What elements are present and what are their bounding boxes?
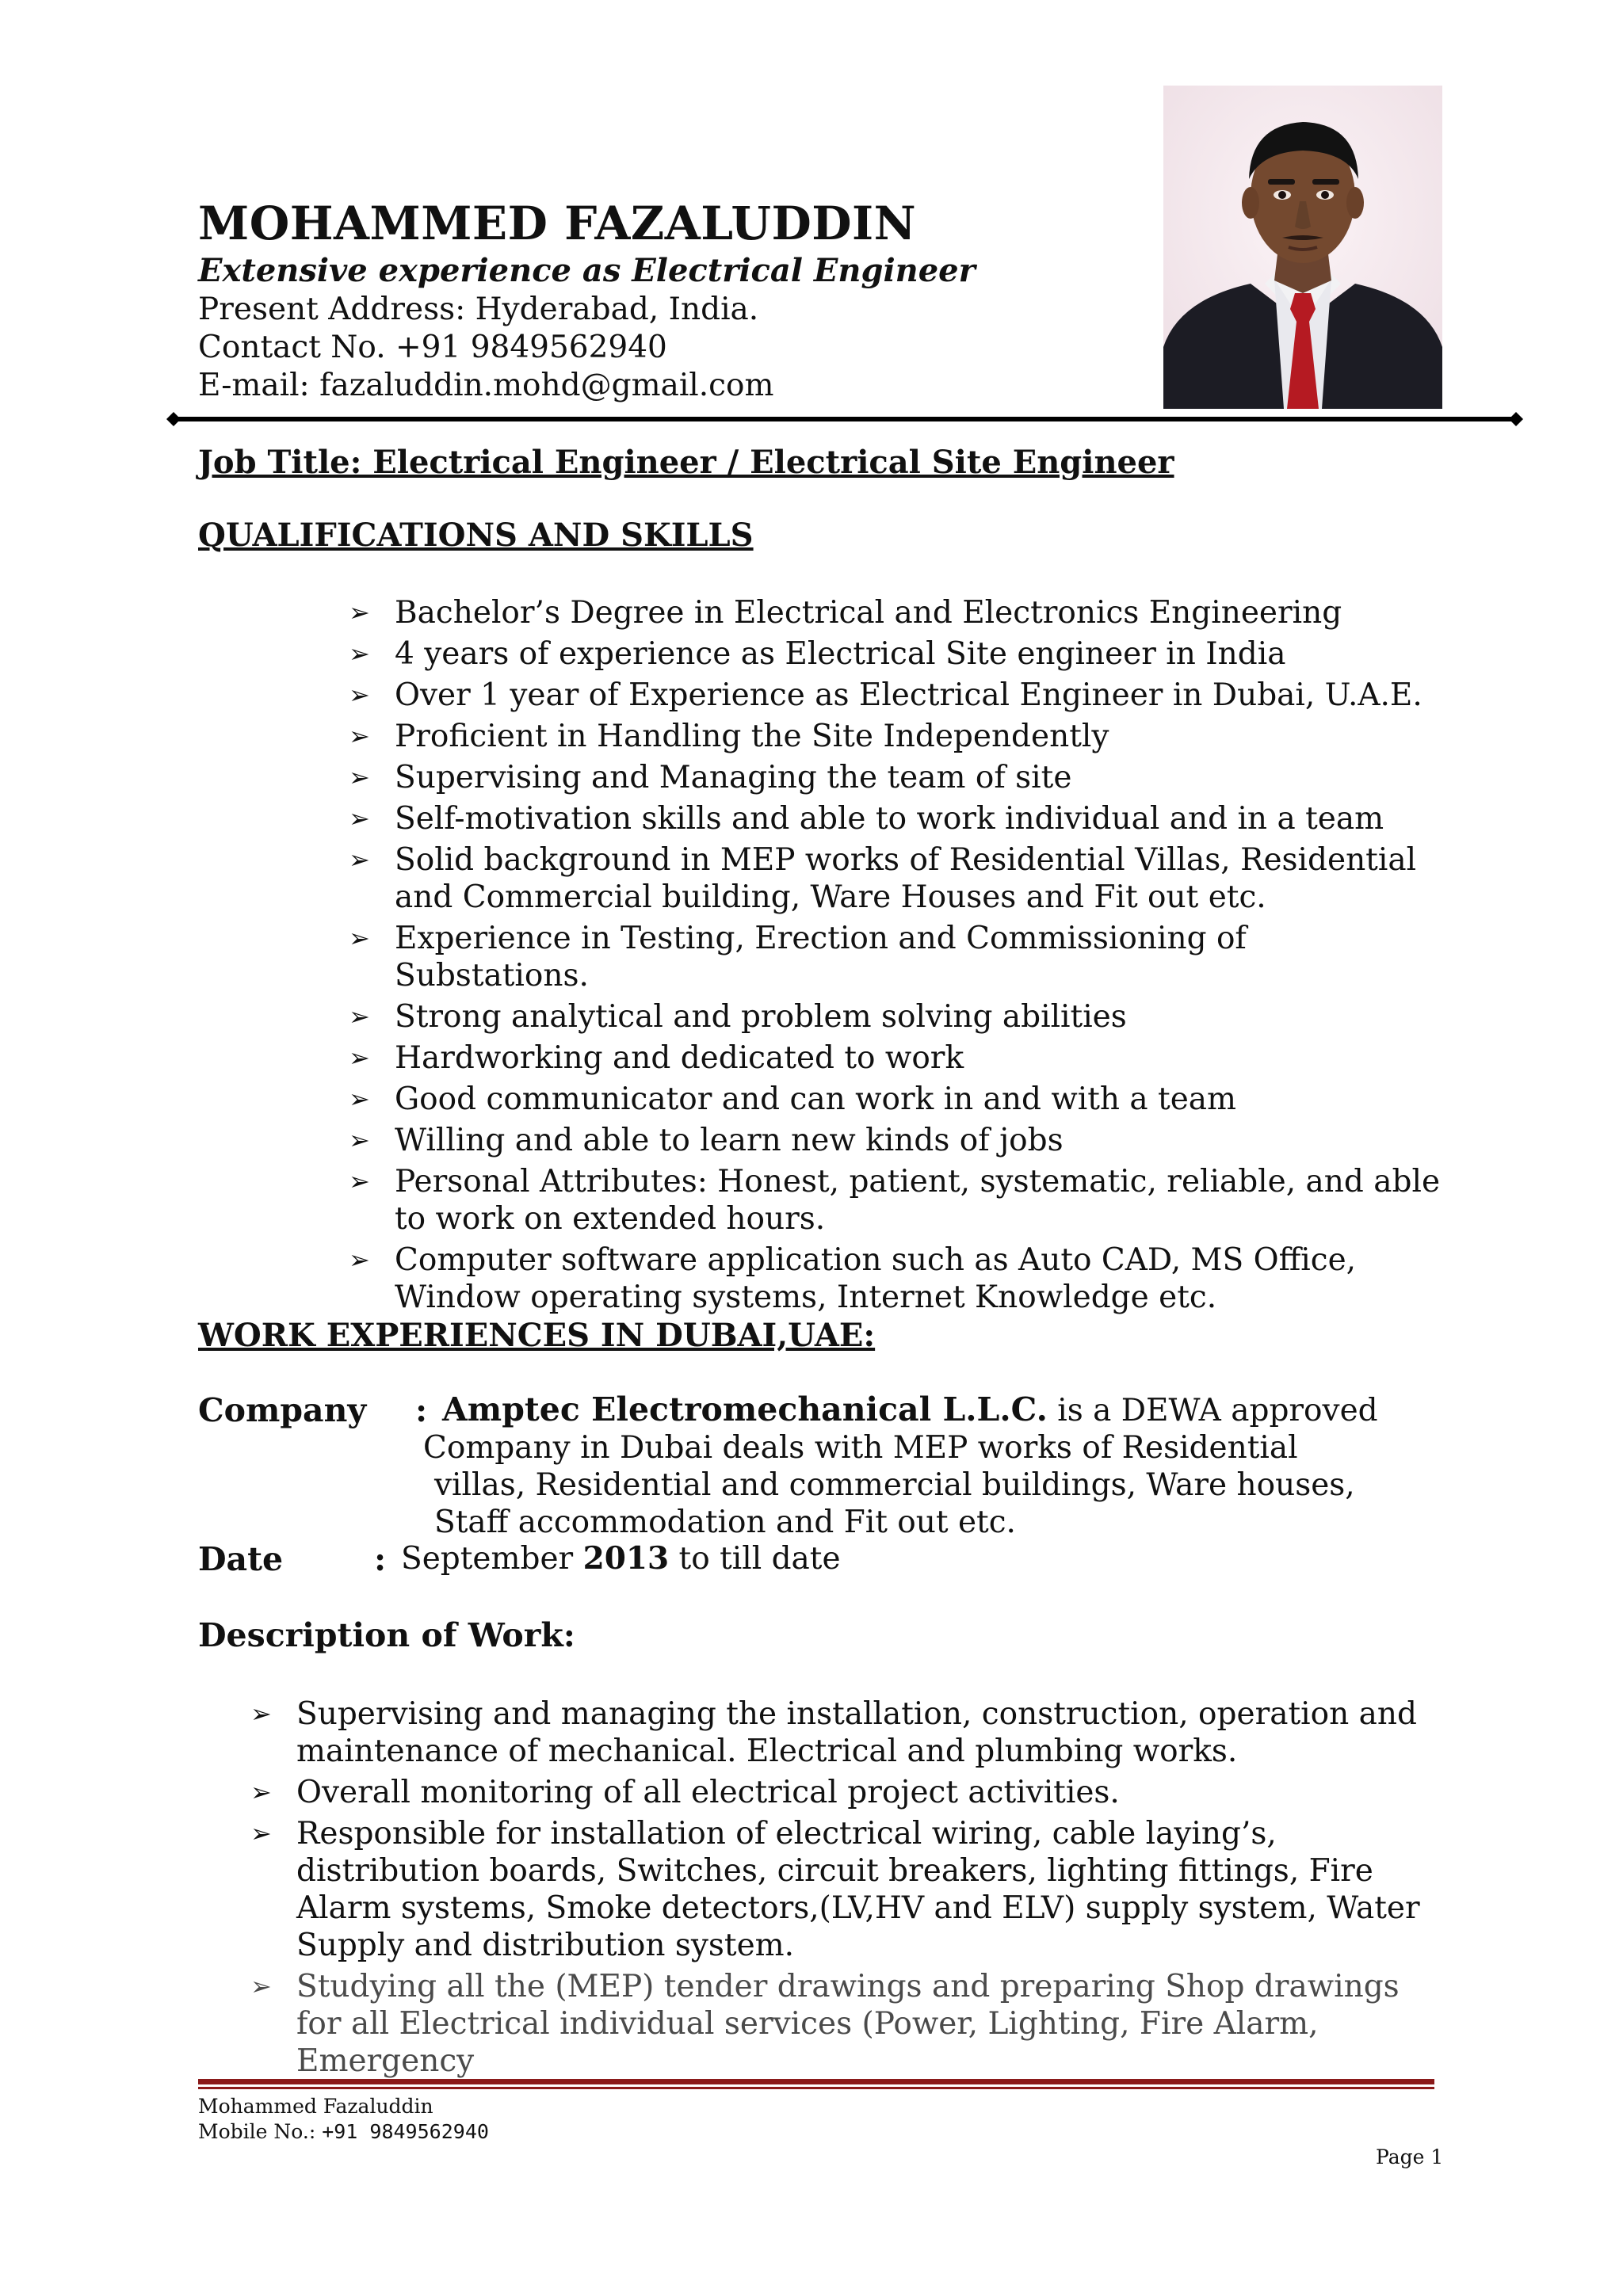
list-item: ➢ 4 years of experience as Electrical Site engineer in India bbox=[349, 636, 1286, 672]
arrow-bullet-icon: ➢ bbox=[349, 597, 370, 627]
footer-divider bbox=[198, 2079, 1434, 2090]
list-item: ➢ Experience in Testing, Erection and Commissioning of Substations. bbox=[349, 921, 1247, 994]
candidate-name: MOHAMMED FAZALUDDIN bbox=[198, 196, 917, 250]
page-number: Page 1 bbox=[1376, 2145, 1444, 2168]
arrow-bullet-icon: ➢ bbox=[349, 1084, 370, 1114]
arrow-bullet-icon: ➢ bbox=[349, 721, 370, 751]
footer-divider-thin bbox=[198, 2087, 1434, 2089]
list-item: ➢ Overall monitoring of all electrical project activities. bbox=[250, 1775, 1120, 1810]
arrow-bullet-icon: ➢ bbox=[349, 639, 370, 669]
job-title: Job Title: Electrical Engineer / Electrical Site Engineer bbox=[198, 444, 1174, 481]
list-item: ➢ Supervising and managing the installation, construction, operation and maintenance of mechanical. Electrical and plumbing works. bbox=[250, 1696, 1417, 1769]
arrow-bullet-icon: ➢ bbox=[349, 1166, 370, 1196]
list-item: ➢ Proficient in Handling the Site Independently bbox=[349, 719, 1109, 754]
arrow-bullet-icon: ➢ bbox=[349, 803, 370, 833]
arrow-bullet-icon: ➢ bbox=[349, 1001, 370, 1032]
arrow-bullet-icon: ➢ bbox=[349, 680, 370, 710]
present-address: Present Address: Hyderabad, India. bbox=[198, 292, 759, 327]
date-colon: : bbox=[374, 1540, 387, 1578]
work-description-list bbox=[250, 1695, 1430, 2084]
description-heading: Description of Work: bbox=[198, 1616, 575, 1654]
candidate-tagline: Extensive experience as Electrical Engineer bbox=[198, 252, 976, 289]
footer-divider-thick bbox=[198, 2079, 1434, 2084]
list-item: ➢ Over 1 year of Experience as Electrical Engineer in Dubai, U.A.E. bbox=[349, 677, 1423, 713]
date-label: Date bbox=[198, 1540, 284, 1578]
company-description: Amptec Electromechanical L.L.C. is a DEWA approved Company in Dubai deals with MEP works of Residential villas, Residential and commercial buildings, Ware houses, Staff accommodation and Fit out etc. bbox=[423, 1390, 1378, 1540]
list-item: ➢ Supervising and Managing the team of site bbox=[349, 760, 1072, 795]
email-address: E-mail: fazaluddin.mohd@gmail.com bbox=[198, 368, 774, 403]
list-item: ➢ Responsible for installation of electrical wiring, cable laying’s, distribution boards, Switches, circuit breakers, lighting fittings, Fire Alarm systems, Smoke detectors,(LV,HV and ELV) supply system, Water Supply and distribution system. bbox=[250, 1816, 1420, 1963]
arrow-bullet-icon: ➢ bbox=[349, 1043, 370, 1073]
list-item: ➢ Self-motivation skills and able to work individual and in a team bbox=[349, 801, 1384, 837]
arrow-bullet-icon: ➢ bbox=[349, 1125, 370, 1155]
arrow-bullet-icon: ➢ bbox=[349, 845, 370, 875]
contact-number: Contact No. +91 9849562940 bbox=[198, 330, 667, 365]
arrow-bullet-icon: ➢ bbox=[250, 1699, 272, 1729]
list-item: ➢ Computer software application such as Auto CAD, MS Office, Window operating systems, Internet Knowledge etc. bbox=[349, 1242, 1357, 1315]
person-portrait-photo bbox=[1163, 86, 1442, 409]
work-experience-heading: WORK EXPERIENCES IN DUBAI,UAE: bbox=[198, 1317, 876, 1354]
list-item: ➢ Personal Attributes: Honest, patient, systematic, reliable, and able to work on extended hours. bbox=[349, 1164, 1441, 1237]
qualifications-heading: QUALIFICATIONS AND SKILLS bbox=[198, 517, 754, 554]
arrow-bullet-icon: ➢ bbox=[250, 1971, 272, 2001]
arrow-bullet-icon: ➢ bbox=[349, 1245, 370, 1275]
list-item: ➢ Good communicator and can work in and with a team bbox=[349, 1081, 1237, 1117]
arrow-bullet-icon: ➢ bbox=[349, 762, 370, 792]
list-item: ➢ Studying all the (MEP) tender drawings and preparing Shop drawings for all Electrical individual services (Power, Lighting, Fire Alarm, Emergency bbox=[250, 1969, 1400, 2079]
company-colon: : bbox=[415, 1391, 428, 1429]
employment-date: September 2013 to till date bbox=[401, 1540, 841, 1577]
arrow-bullet-icon: ➢ bbox=[250, 1818, 272, 1848]
footer-name: Mohammed Fazaluddin bbox=[198, 2095, 433, 2118]
list-item: ➢ Solid background in MEP works of Residential Villas, Residential and Commercial building, Ware Houses and Fit out etc. bbox=[349, 842, 1417, 915]
list-item: ➢ Bachelor’s Degree in Electrical and Electronics Engineering bbox=[349, 595, 1342, 631]
qualifications-list bbox=[349, 594, 1441, 1320]
list-item: ➢ Willing and able to learn new kinds of jobs bbox=[349, 1123, 1064, 1158]
footer-mobile: Mobile No.: +91 9849562940 bbox=[198, 2120, 489, 2143]
arrow-bullet-icon: ➢ bbox=[349, 923, 370, 953]
company-name: Amptec Electromechanical L.L.C. bbox=[442, 1390, 1048, 1428]
list-item: ➢ Hardworking and dedicated to work bbox=[349, 1040, 964, 1076]
company-label: Company bbox=[198, 1391, 367, 1429]
header-divider bbox=[166, 412, 1523, 426]
arrow-bullet-icon: ➢ bbox=[250, 1777, 272, 1807]
list-item: ➢ Strong analytical and problem solving abilities bbox=[349, 999, 1127, 1035]
